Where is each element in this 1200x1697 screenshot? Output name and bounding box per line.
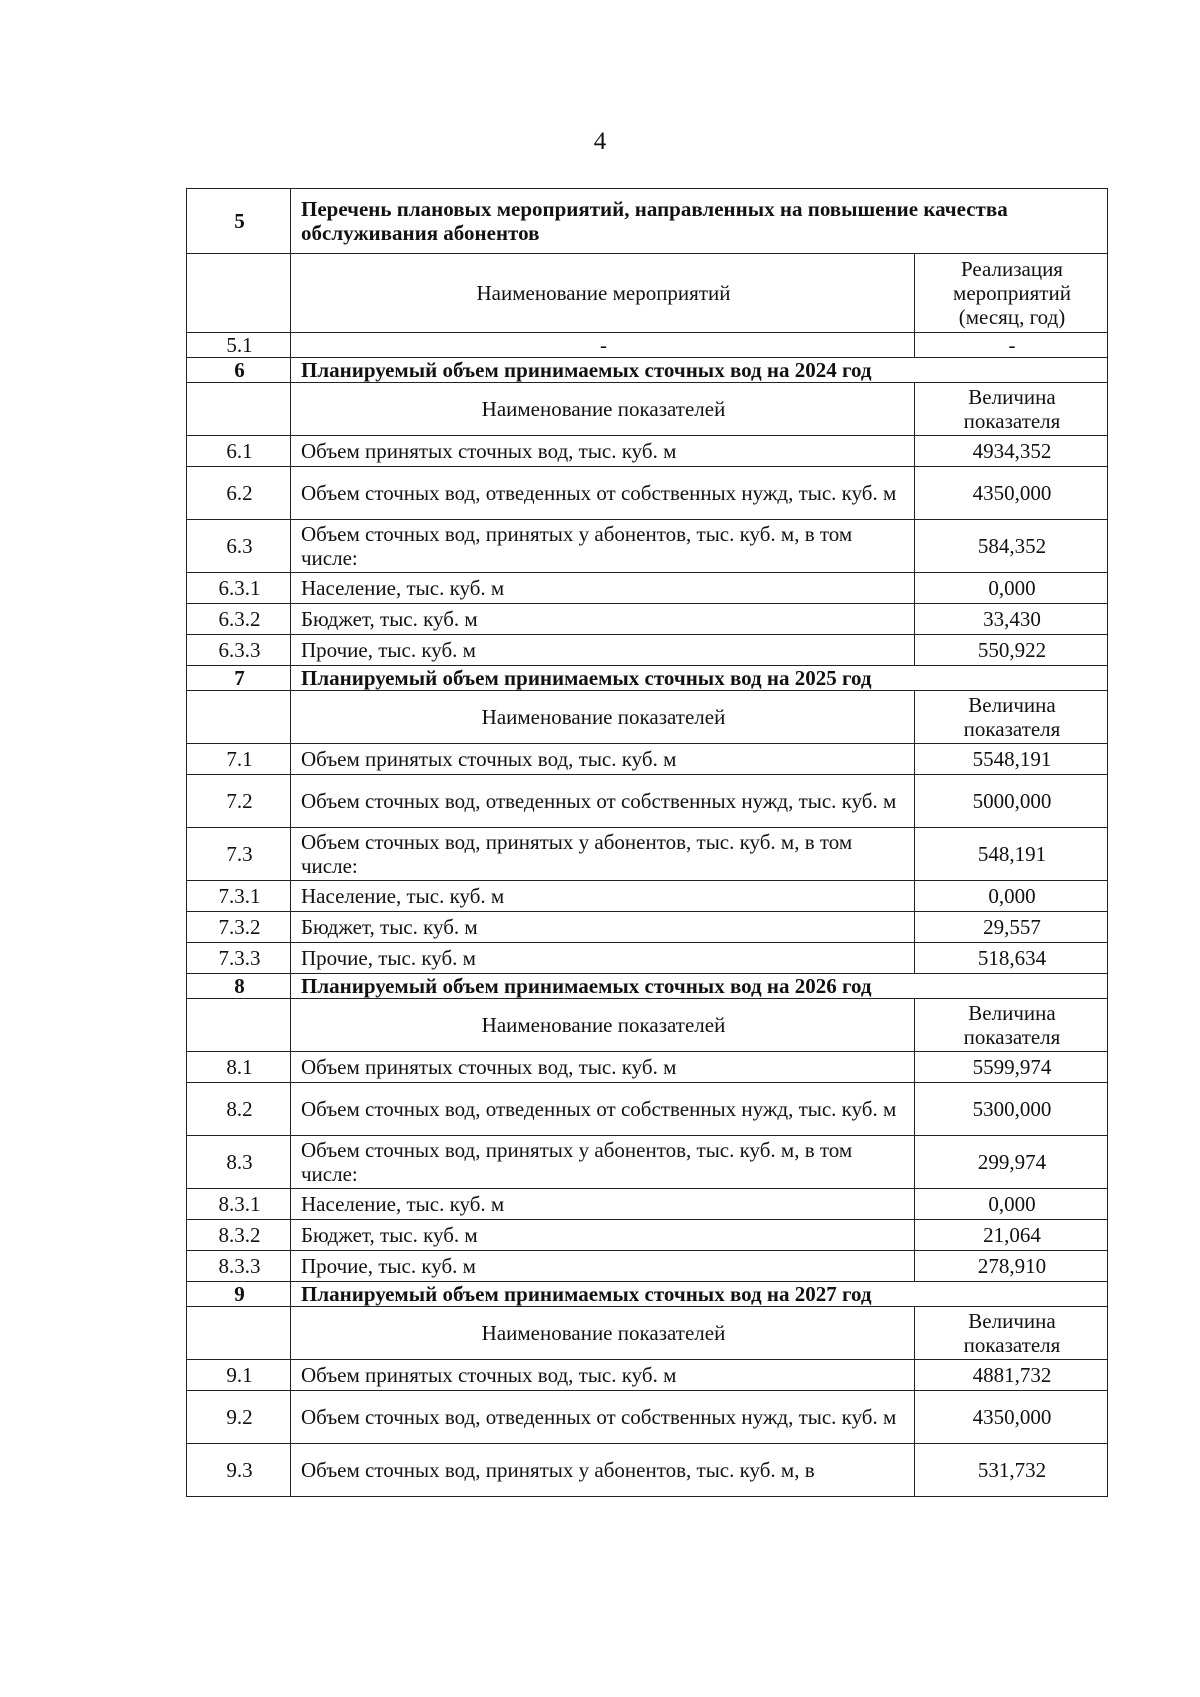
row-value: 33,430 [915,604,1108,635]
row-value: 29,557 [915,912,1108,943]
section-number: 6 [187,358,291,383]
row-number: 8.3.1 [187,1189,291,1220]
empty-cell [187,999,291,1052]
column-header-name: Наименование мероприятий [291,254,915,333]
row-name: Объем сточных вод, отведенных от собственных нужд, тыс. куб. м [291,1083,915,1136]
row-value: 278,910 [915,1251,1108,1282]
empty-cell [187,691,291,744]
column-header-value: Реализация мероприятий (месяц, год) [915,254,1108,333]
row-value: 548,191 [915,828,1108,881]
row-name: Объем сточных вод, отведенных от собственных нужд, тыс. куб. м [291,467,915,520]
section-header-row [187,1282,1108,1307]
empty-cell [187,1307,291,1360]
section-number: 5 [187,189,291,254]
column-header-name: Наименование показателей [291,999,915,1052]
table-row [187,1136,1108,1189]
row-name: Население, тыс. куб. м [291,1189,915,1220]
row-name: Объем принятых сточных вод, тыс. куб. м [291,744,915,775]
row-value: 531,732 [915,1444,1108,1497]
row-value: 550,922 [915,635,1108,666]
table-row [187,1444,1108,1497]
column-header-name: Наименование показателей [291,1307,915,1360]
row-name: Бюджет, тыс. куб. м [291,604,915,635]
indicators-table [186,188,1108,1497]
row-number: 7.3 [187,828,291,881]
row-name: Население, тыс. куб. м [291,881,915,912]
row-number: 6.3.3 [187,635,291,666]
row-value: 21,064 [915,1220,1108,1251]
row-number: 7.3.2 [187,912,291,943]
column-header-value: Величина показателя [915,999,1108,1052]
table-row [187,744,1108,775]
row-number: 7.3.3 [187,943,291,974]
row-number: 9.1 [187,1360,291,1391]
row-name: Население, тыс. куб. м [291,573,915,604]
row-name: Объем сточных вод, отведенных от собственных нужд, тыс. куб. м [291,1391,915,1444]
row-value: 4881,732 [915,1360,1108,1391]
empty-cell [187,383,291,436]
row-value: 584,352 [915,520,1108,573]
section-number: 7 [187,666,291,691]
row-name: Прочие, тыс. куб. м [291,1251,915,1282]
row-value: 0,000 [915,573,1108,604]
row-name: Объем сточных вод, принятых у абонентов, тыс. куб. м, в [291,1444,915,1497]
row-value: 0,000 [915,881,1108,912]
column-header-value: Величина показателя [915,691,1108,744]
table-row [187,775,1108,828]
section-title: Планируемый объем принимаемых сточных вод на 2024 год [291,358,1108,383]
section-title: Перечень плановых мероприятий, направленных на повышение качества обслуживания абонентов [291,189,1108,254]
section-header-row [187,666,1108,691]
table-row [187,828,1108,881]
row-name: Прочие, тыс. куб. м [291,635,915,666]
table-row [187,333,1108,358]
row-value: 5000,000 [915,775,1108,828]
row-name: Объем принятых сточных вод, тыс. куб. м [291,1360,915,1391]
row-number: 6.3.2 [187,604,291,635]
row-value: 5300,000 [915,1083,1108,1136]
row-name: Объем сточных вод, принятых у абонентов, тыс. куб. м, в том числе: [291,1136,915,1189]
column-header-row [187,691,1108,744]
section-number: 9 [187,1282,291,1307]
row-value: 4350,000 [915,1391,1108,1444]
row-value: - [915,333,1108,358]
column-header-row [187,1307,1108,1360]
row-value: 299,974 [915,1136,1108,1189]
row-value: 0,000 [915,1189,1108,1220]
row-name: Объем сточных вод, принятых у абонентов, тыс. куб. м, в том числе: [291,520,915,573]
row-number: 8.3.3 [187,1251,291,1282]
row-name: Бюджет, тыс. куб. м [291,1220,915,1251]
table-row [187,1220,1108,1251]
table-row [187,467,1108,520]
table-row [187,1391,1108,1444]
row-number: 7.2 [187,775,291,828]
section-title: Планируемый объем принимаемых сточных вод на 2026 год [291,974,1108,999]
column-header-name: Наименование показателей [291,691,915,744]
table-row [187,943,1108,974]
row-name: Объем сточных вод, принятых у абонентов, тыс. куб. м, в том числе: [291,828,915,881]
table-row [187,573,1108,604]
row-value: 5599,974 [915,1052,1108,1083]
row-number: 6.3.1 [187,573,291,604]
table-row [187,1083,1108,1136]
column-header-row [187,254,1108,333]
table-row [187,520,1108,573]
column-header-row [187,999,1108,1052]
row-number: 8.1 [187,1052,291,1083]
column-header-value: Величина показателя [915,383,1108,436]
row-number: 8.3.2 [187,1220,291,1251]
row-number: 6.3 [187,520,291,573]
table-row [187,1251,1108,1282]
row-number: 6.2 [187,467,291,520]
section-number: 8 [187,974,291,999]
row-name: Объем принятых сточных вод, тыс. куб. м [291,436,915,467]
row-value: 4350,000 [915,467,1108,520]
row-name: Бюджет, тыс. куб. м [291,912,915,943]
row-name: Объем принятых сточных вод, тыс. куб. м [291,1052,915,1083]
table-row [187,436,1108,467]
column-header-name: Наименование показателей [291,383,915,436]
row-number: 7.1 [187,744,291,775]
table-row [187,912,1108,943]
row-name: Объем сточных вод, отведенных от собственных нужд, тыс. куб. м [291,775,915,828]
table-row [187,635,1108,666]
section-header-row [187,189,1108,254]
row-value: 518,634 [915,943,1108,974]
column-header-row [187,383,1108,436]
row-name: Прочие, тыс. куб. м [291,943,915,974]
row-number: 9.3 [187,1444,291,1497]
section-title: Планируемый объем принимаемых сточных вод на 2025 год [291,666,1108,691]
table-row [187,604,1108,635]
column-header-value: Величина показателя [915,1307,1108,1360]
row-number: 6.1 [187,436,291,467]
table-row [187,1189,1108,1220]
row-number: 9.2 [187,1391,291,1444]
section-header-row [187,358,1108,383]
table-row [187,881,1108,912]
row-value: 4934,352 [915,436,1108,467]
empty-cell [187,254,291,333]
row-number: 5.1 [187,333,291,358]
section-title: Планируемый объем принимаемых сточных вод на 2027 год [291,1282,1108,1307]
row-value: 5548,191 [915,744,1108,775]
section-header-row [187,974,1108,999]
row-name: - [291,333,915,358]
row-number: 8.2 [187,1083,291,1136]
row-number: 7.3.1 [187,881,291,912]
page-number: 4 [593,128,607,155]
row-number: 8.3 [187,1136,291,1189]
table-row [187,1360,1108,1391]
table-row [187,1052,1108,1083]
